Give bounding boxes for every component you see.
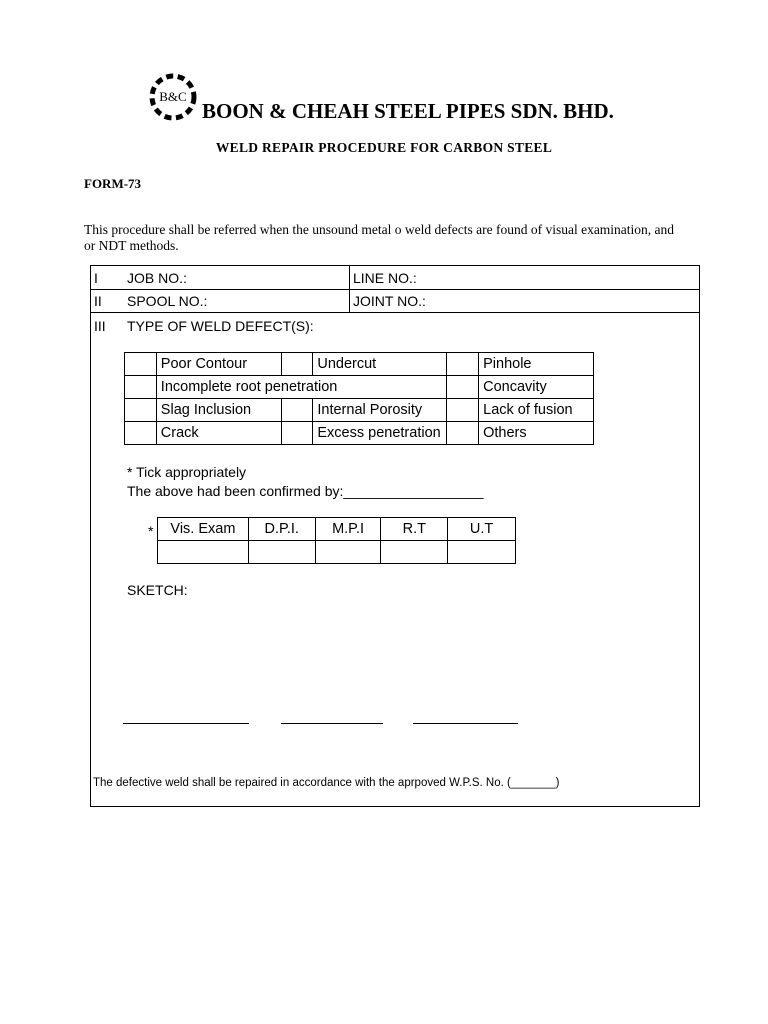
tick-note: * Tick appropriately (127, 464, 247, 480)
ndt-header-rt: R.T (381, 518, 448, 541)
defect-others: Others (479, 422, 594, 445)
ndt-header-mpi: M.P.I (315, 518, 381, 541)
table-row (125, 422, 594, 445)
defect-crack: Crack (156, 422, 281, 445)
ndt-cell[interactable] (248, 541, 315, 564)
joint-no-label: JOINT NO.: (353, 293, 426, 309)
tick-box[interactable] (281, 353, 313, 376)
ndt-cell[interactable] (448, 541, 516, 564)
defect-excess-penetration: Excess penetration (313, 422, 447, 445)
row-number: III (94, 318, 106, 334)
confirmed-by-line: The above had been confirmed by:__________________ (127, 483, 484, 499)
defect-slag-inclusion: Slag Inclusion (156, 399, 281, 422)
defect-lack-of-fusion: Lack of fusion (479, 399, 594, 422)
job-no-label: JOB NO.: (127, 270, 187, 286)
table-row (158, 541, 516, 564)
row-number: II (94, 293, 102, 309)
table-row (125, 376, 594, 399)
company-logo (148, 72, 198, 122)
defect-incomplete-root-penetration: Incomplete root penetration (156, 376, 447, 399)
line-no-label: LINE NO.: (353, 270, 417, 286)
ndt-table (157, 517, 516, 564)
tick-box[interactable] (281, 399, 313, 422)
defect-poor-contour: Poor Contour (156, 353, 281, 376)
tick-box[interactable] (447, 399, 479, 422)
ndt-cell[interactable] (381, 541, 448, 564)
tick-box[interactable] (281, 422, 313, 445)
company-name: BOON & CHEAH STEEL PIPES SDN. BHD. (202, 99, 614, 123)
tick-box[interactable] (447, 353, 479, 376)
table-row (125, 399, 594, 422)
tick-box[interactable] (125, 399, 157, 422)
row-divider (91, 312, 699, 313)
defect-undercut: Undercut (313, 353, 447, 376)
ndt-header-ut: U.T (448, 518, 516, 541)
defect-concavity: Concavity (479, 376, 594, 399)
ndt-header-dpi: D.P.I. (248, 518, 315, 541)
sketch-label: SKETCH: (127, 582, 188, 598)
ndt-header-vis-exam: Vis. Exam (158, 518, 249, 541)
tick-box[interactable] (125, 353, 157, 376)
ndt-cell[interactable] (158, 541, 249, 564)
tick-box[interactable] (447, 422, 479, 445)
intro-paragraph: This procedure shall be referred when the unsound metal o weld defects are found of visual examination, and or NDT methods. (84, 222, 675, 253)
defect-heading: TYPE OF WELD DEFECT(S): (127, 318, 314, 334)
table-row (125, 353, 594, 376)
column-divider (349, 266, 350, 312)
footer-note: The defective weld shall be repaired in accordance with the aprpoved W.P.S. No. (_______) (93, 777, 560, 789)
row-divider (91, 289, 699, 290)
form-title: WELD REPAIR PROCEDURE FOR CARBON STEEL (215, 140, 553, 155)
logo-text: B&C (159, 89, 187, 104)
tick-box[interactable] (447, 376, 479, 399)
signature-line[interactable] (413, 723, 518, 724)
ndt-asterisk: * (148, 523, 154, 539)
tick-box[interactable] (125, 422, 157, 445)
spool-no-label: SPOOL NO.: (127, 293, 208, 309)
table-row (158, 518, 516, 541)
defect-pinhole: Pinhole (479, 353, 594, 376)
form-number: FORM-73 (84, 176, 142, 191)
ndt-cell[interactable] (315, 541, 381, 564)
tick-box[interactable] (125, 376, 157, 399)
defect-checklist (124, 352, 594, 445)
defect-internal-porosity: Internal Porosity (313, 399, 447, 422)
row-number: I (94, 270, 98, 286)
signature-line[interactable] (281, 723, 383, 724)
signature-line[interactable] (123, 723, 249, 724)
